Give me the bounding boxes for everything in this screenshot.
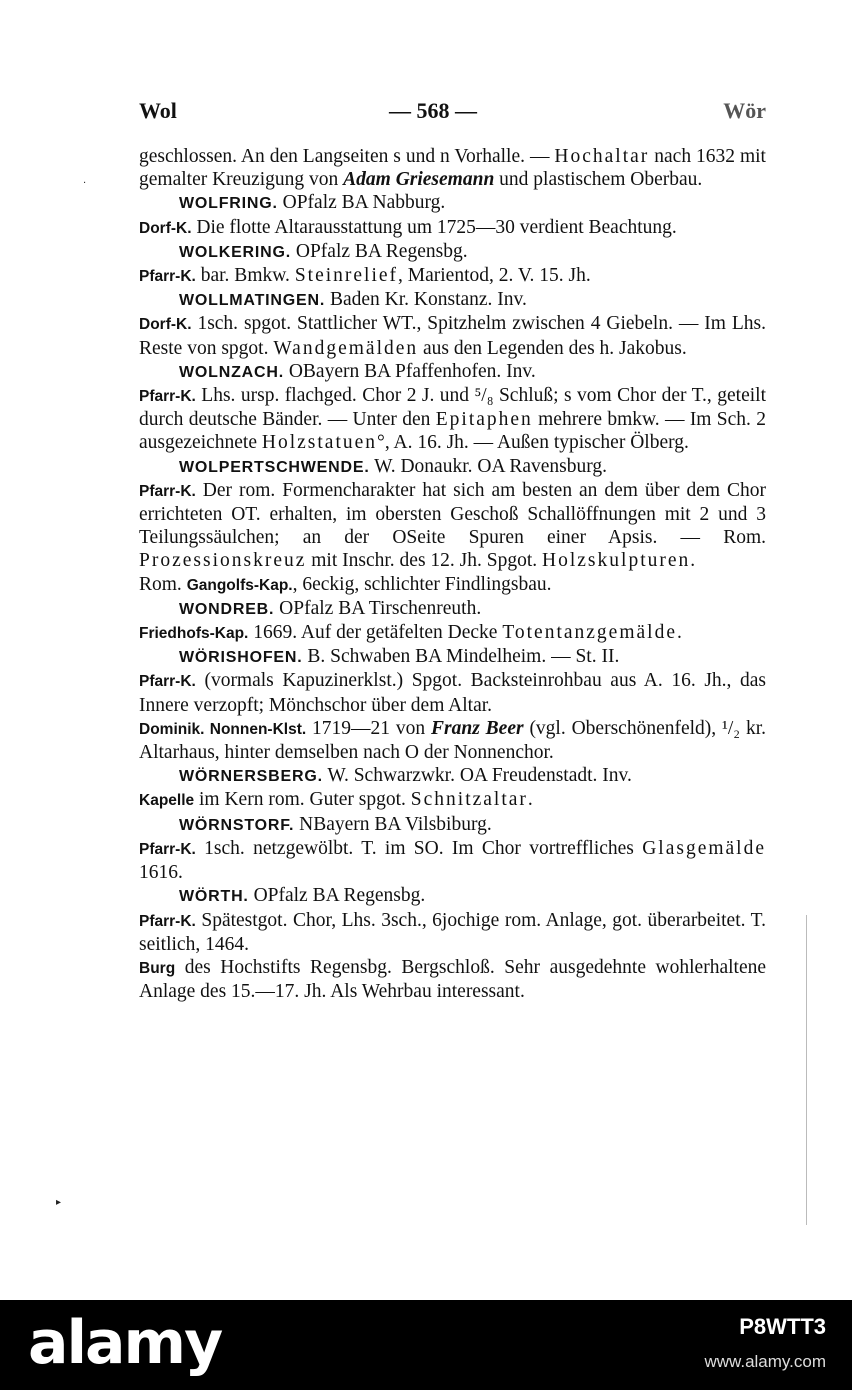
building-keyword: Pfarr-K.: [139, 268, 196, 286]
place-heading: [139, 455, 766, 479]
place-heading: [139, 884, 766, 908]
text-run: 1616.: [139, 862, 183, 884]
place-heading: [139, 360, 766, 384]
running-header: [139, 98, 766, 132]
text-run: .: [690, 550, 696, 572]
entry-paragraph: [139, 573, 766, 597]
text-run: OPfalz BA Tirschenreuth.: [274, 597, 482, 619]
margin-rule: [806, 915, 807, 1225]
watermark-banner: [0, 1300, 852, 1390]
building-keyword: Burg: [139, 959, 176, 977]
place-name: WÖRTH.: [179, 888, 249, 906]
entry-paragraph: [139, 788, 766, 812]
header-right-word: Wör: [723, 98, 766, 123]
building-keyword: Kapelle: [139, 792, 195, 810]
place-name: WONDREB.: [179, 600, 275, 618]
building-keyword: Dorf-K.: [139, 219, 192, 237]
entry-paragraph: [139, 216, 766, 240]
text-run: OPfalz BA Regensbg.: [248, 885, 426, 907]
text-run: B. Schwaben BA Mindelheim. — St. II.: [302, 646, 620, 668]
artist-name: Franz Beer: [431, 717, 524, 739]
building-keyword: Pfarr-K.: [139, 482, 196, 500]
text-run: Rom.: [139, 573, 187, 595]
text-run: OPfalz BA Nabburg.: [277, 192, 446, 214]
place-heading: [139, 288, 766, 312]
text-run: aus den Legenden des h. Jakobus.: [418, 337, 687, 359]
header-left-word: Wol: [139, 98, 177, 123]
building-keyword: Dorf-K.: [139, 316, 192, 334]
place-name: WOLLMATINGEN.: [179, 292, 326, 310]
text-run: Der rom. Formencharakter hat sich am besten an dem über dem Chor errichteten OT. erhalten, im obersten Geschoß Schallöffnungen mit 2 und 3 Teilungssäulchen; an der OSeite Spuren einer Apsis. — Rom.: [139, 479, 766, 549]
entry-paragraph: [139, 312, 766, 359]
place-heading: [139, 191, 766, 215]
text-run: OBayern BA Pfaffenhofen. Inv.: [283, 360, 536, 382]
text-run: , 6eckig, schlichter Findlingsbau.: [292, 573, 552, 595]
spaced-term: Schnitzaltar: [410, 789, 528, 811]
text-run: mit Inschr. des 12. Jh. Spgot.: [306, 550, 543, 572]
text-run: (vormals Kapuzinerklst.) Spgot. Backsteinrohbau aus A. 16. Jh., das Innere verzopft; Mönchschor über dem Altar.: [139, 670, 766, 716]
place-heading: [139, 645, 766, 669]
text-run: NBayern BA Vilsbiburg.: [294, 813, 492, 835]
text-run: im Kern rom. Guter spgot.: [194, 789, 411, 811]
entry-paragraph: [139, 621, 766, 645]
building-keyword: Dominik. Nonnen-Klst.: [139, 720, 307, 738]
place-heading: [139, 764, 766, 788]
alamy-logo: alamy: [28, 1308, 222, 1378]
place-name: WOLKERING.: [179, 243, 291, 261]
spaced-term: Totentanzgemälde: [502, 622, 677, 644]
text-run: des Hochstifts Regensbg. Bergschloß. Sehr ausgedehnte wohlerhaltene Anlage des 15.—17. Jh. Als Wehrbau interessant.: [139, 956, 766, 1003]
place-heading: [139, 240, 766, 264]
artist-name: Adam Griesemann: [343, 169, 495, 191]
entry-paragraph: [139, 384, 766, 455]
margin-arrow-icon: ▸: [56, 1197, 62, 1208]
entry-paragraph: [139, 717, 766, 764]
text-run: Lhs. ursp. flachged. Chor 2 J. und ⁵/₈ Schluß; s vom Chor der T., geteilt durch deutsche Bänder. — Unter den: [139, 385, 766, 431]
text-run: 1719—21 von: [306, 717, 432, 739]
text-run: 1sch. spgot. Stattlicher WT., Spitzhelm zwischen 4 Giebeln. — Im Lhs. Reste von spgot.: [139, 313, 766, 359]
place-name: WOLNZACH.: [179, 363, 284, 381]
image-code: P8WTT3: [739, 1314, 826, 1339]
text-run: °, A. 16. Jh. — Außen typischer Ölberg.: [377, 432, 689, 454]
margin-dot: ·: [83, 178, 87, 189]
building-keyword: Gangolfs-Kap.: [186, 576, 293, 594]
building-keyword: Pfarr-K.: [139, 912, 196, 930]
place-heading: [139, 597, 766, 621]
text-run: W. Donaukr. OA Ravensburg.: [369, 455, 608, 477]
entry-paragraph: [139, 479, 766, 573]
body-text: [139, 145, 766, 1003]
spaced-term: Prozessionskreuz: [139, 550, 307, 572]
entry-paragraph: [139, 669, 766, 716]
text-run: Spätestgot. Chor, Lhs. 3sch., 6jochige rom. Anlage, got. überarbeitet. T. seitlich, 1464.: [139, 909, 766, 955]
building-keyword: Friedhofs-Kap.: [139, 625, 249, 643]
spaced-term: Holzstatuen: [261, 432, 378, 454]
entry-paragraph: [139, 264, 766, 288]
entry-paragraph: [139, 956, 766, 1003]
place-name: WOLPERTSCHWENDE.: [179, 458, 370, 476]
text-run: .: [676, 622, 682, 644]
building-keyword: Pfarr-K.: [139, 840, 196, 858]
spaced-term: Glasgemälde: [642, 837, 766, 859]
building-keyword: Pfarr-K.: [139, 673, 196, 691]
text-run: , Marientod, 2. V. 15. Jh.: [398, 265, 591, 287]
text-run: bar. Bmkw.: [195, 265, 295, 287]
spaced-term: Steinrelief: [294, 265, 399, 287]
text-run: (vgl. Oberschönenfeld), ¹/₂ kr. Altarhaus, hinter demselben nach O der Nonnenchor.: [139, 717, 766, 764]
text-run: 1sch. netzgewölbt. T. im SO. Im Chor vortreffliches: [195, 837, 643, 859]
text-run: mehrere bmkw. — Im Sch. 2 ausgezeichnete: [139, 409, 766, 454]
place-heading: [139, 813, 766, 837]
text-run: Die flotte Altarausstattung um 1725—30 verdient Beachtung.: [191, 216, 677, 238]
place-name: WÖRNERSBERG.: [179, 768, 323, 786]
entry-paragraph: [139, 909, 766, 956]
entry-paragraph: [139, 145, 766, 191]
text-run: OPfalz BA Regensbg.: [291, 240, 468, 262]
place-name: WÖRNSTORF.: [179, 816, 295, 834]
text-run: Baden Kr. Konstanz. Inv.: [325, 289, 527, 311]
text-run: geschlossen. An den Langseiten s und n Vorhalle. —: [139, 146, 555, 167]
page-number: — 568 —: [389, 98, 477, 123]
entry-paragraph: [139, 837, 766, 884]
text-run: und plastischem Oberbau.: [494, 169, 703, 191]
spaced-term: Hochaltar: [554, 146, 650, 167]
spaced-term: Epitaphen: [435, 409, 533, 431]
building-keyword: Pfarr-K.: [139, 388, 196, 406]
spaced-term: Holzskulpturen: [542, 550, 691, 572]
text-run: 1669. Auf der getäfelten Decke: [248, 622, 503, 644]
place-name: WÖRISHOFEN.: [179, 649, 303, 667]
text-run: W. Schwarzwkr. OA Freudenstadt. Inv.: [322, 765, 632, 787]
spaced-term: Wandgemälden: [273, 337, 419, 359]
text-run: nach 1632 mit gemalter Kreuzigung von: [139, 146, 766, 191]
place-name: WOLFRING.: [179, 195, 278, 213]
site-url: www.alamy.com: [704, 1352, 826, 1371]
text-run: .: [527, 789, 533, 811]
